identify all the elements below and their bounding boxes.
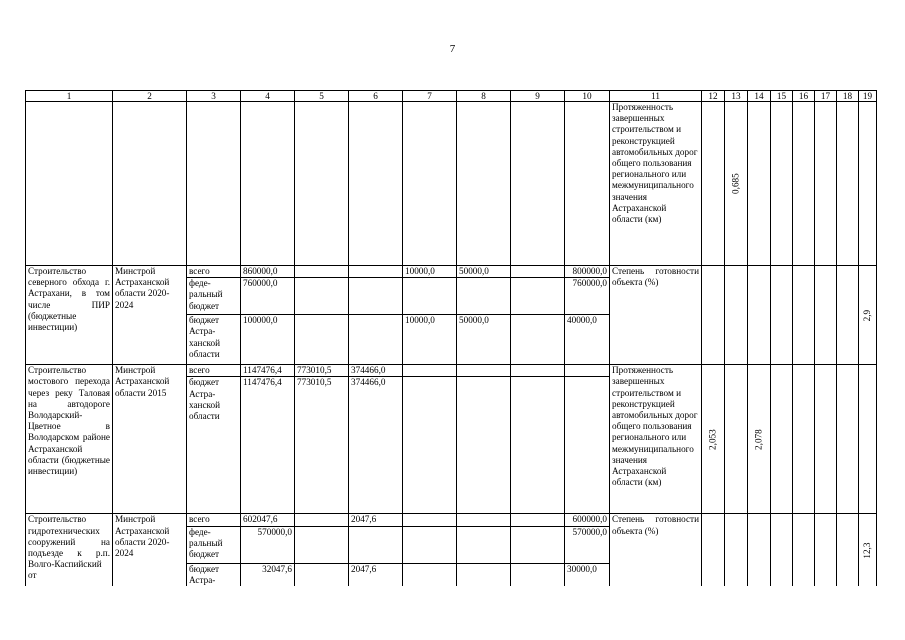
target-cell: [859, 102, 877, 266]
value-cell: [349, 278, 403, 315]
target-value: 2,078: [753, 428, 764, 450]
target-cell: [793, 514, 815, 586]
header-cell: 3: [187, 91, 241, 102]
value-cell: [511, 377, 565, 514]
value-cell: [349, 266, 403, 278]
header-cell: 15: [771, 91, 793, 102]
target-cell: [771, 266, 793, 365]
value-cell: [511, 315, 565, 365]
target-cell: [859, 365, 877, 514]
value-cell: [295, 526, 349, 563]
value-cell: 10000,0: [403, 315, 457, 365]
value-cell: [295, 514, 349, 526]
indicator-cell: Протяженность завершенных строительством и реконструкцией автомобильных дорог общего пользования регионального или межмуниципального значения Астраханской области (км): [610, 365, 702, 514]
value-cell: [403, 526, 457, 563]
target-cell: [725, 102, 748, 266]
value-cell: [403, 514, 457, 526]
indicator-cell: Степень готовности объекта (%): [610, 266, 702, 365]
target-cell: [725, 266, 748, 365]
target-cell: [815, 365, 837, 514]
value-cell: [565, 365, 610, 377]
value-cell: 374466,0: [349, 365, 403, 377]
value-cell: [511, 514, 565, 526]
target-cell: [859, 266, 877, 365]
value-cell: [349, 526, 403, 563]
source-cell: бюджет Астра-ханской области: [187, 377, 241, 514]
value-cell: 602047,6: [241, 514, 295, 526]
value-cell: [241, 102, 295, 266]
value-cell: 100000,0: [241, 315, 295, 365]
target-cell: [793, 102, 815, 266]
header-cell: 2: [113, 91, 187, 102]
executor-cell: Минстрой Астраханской области 2020-2024: [113, 266, 187, 365]
target-cell: [815, 266, 837, 365]
value-cell: [403, 278, 457, 315]
value-cell: [457, 526, 511, 563]
target-cell: [748, 514, 771, 586]
value-cell: 773010,5: [295, 365, 349, 377]
target-cell: [837, 514, 859, 586]
value-cell: 2047,6: [349, 563, 403, 586]
value-cell: [403, 377, 457, 514]
value-cell: [457, 278, 511, 315]
value-cell: 570000,0: [565, 526, 610, 563]
value-cell: [295, 266, 349, 278]
target-cell: [771, 365, 793, 514]
target-cell: [815, 102, 837, 266]
value-cell: [295, 563, 349, 586]
value-cell: 1147476,4: [241, 377, 295, 514]
value-cell: [457, 514, 511, 526]
table-row: [26, 266, 877, 278]
source-cell: всего: [187, 266, 241, 278]
target-value: 12,3: [861, 542, 872, 559]
value-cell: 600000,0: [565, 514, 610, 526]
header-cell: 17: [815, 91, 837, 102]
value-cell: 10000,0: [403, 266, 457, 278]
value-cell: [565, 102, 610, 266]
source-cell: бюджет Астра-ханской области: [187, 315, 241, 365]
page-number: 7: [449, 43, 456, 55]
indicator-cell: Протяженность завершенных строительством и реконструкцией автомобильных дорог общего пользования регионального или межмуниципального значения Астраханской области (км): [610, 102, 702, 266]
value-cell: [457, 377, 511, 514]
target-cell: [771, 102, 793, 266]
target-cell: [702, 514, 725, 586]
header-cell: 7: [403, 91, 457, 102]
value-cell: 2047,6: [349, 514, 403, 526]
source-cell: всего: [187, 365, 241, 377]
header-cell: 16: [793, 91, 815, 102]
target-cell: [793, 365, 815, 514]
value-cell: [295, 278, 349, 315]
header-cell: 8: [457, 91, 511, 102]
target-value: 2,9: [861, 309, 872, 321]
value-cell: 760000,0: [565, 278, 610, 315]
target-cell: [702, 102, 725, 266]
value-cell: 40000,0: [565, 315, 610, 365]
target-cell: [837, 102, 859, 266]
target-value: 2,053: [707, 428, 718, 450]
target-cell: [725, 365, 748, 514]
table-row: [26, 102, 877, 266]
project-name-cell: [26, 102, 113, 266]
target-cell: [837, 365, 859, 514]
header-cell: 1: [26, 91, 113, 102]
header-cell: 18: [837, 91, 859, 102]
target-cell: [748, 365, 771, 514]
value-cell: [511, 526, 565, 563]
value-cell: [295, 102, 349, 266]
project-name-cell: Строительство мостового перехода через реку Таловая на автодороге Володарский-Цветное в Володарском районе Астраханской области (бюджетные инвестиции): [26, 365, 113, 514]
value-cell: [457, 365, 511, 377]
source-cell: [187, 102, 241, 266]
target-cell: [859, 514, 877, 586]
target-value: 0,685: [730, 173, 741, 194]
executor-cell: [113, 102, 187, 266]
header-cell: 6: [349, 91, 403, 102]
program-table: [25, 90, 877, 586]
value-cell: 760000,0: [241, 278, 295, 315]
target-cell: [748, 102, 771, 266]
header-cell: 12: [702, 91, 725, 102]
target-cell: [771, 514, 793, 586]
target-cell: [793, 266, 815, 365]
value-cell: [511, 278, 565, 315]
header-cell: 14: [748, 91, 771, 102]
value-cell: [511, 102, 565, 266]
value-cell: [349, 102, 403, 266]
table-row: [26, 514, 877, 526]
header-cell: 19: [859, 91, 877, 102]
source-cell: феде-ральный бюджет: [187, 278, 241, 315]
value-cell: 570000,0: [241, 526, 295, 563]
target-cell: [748, 266, 771, 365]
source-cell: бюджет Астра-: [187, 563, 241, 586]
target-cell: [837, 266, 859, 365]
header-cell: 13: [725, 91, 748, 102]
source-cell: феде-ральный бюджет: [187, 526, 241, 563]
value-cell: 374466,0: [349, 377, 403, 514]
value-cell: [295, 315, 349, 365]
value-cell: [457, 563, 511, 586]
value-cell: [403, 563, 457, 586]
value-cell: 800000,0: [565, 266, 610, 278]
target-cell: [702, 365, 725, 514]
header-row: [26, 91, 877, 102]
value-cell: 50000,0: [457, 266, 511, 278]
value-cell: 773010,5: [295, 377, 349, 514]
project-name-cell: Строительство северного обхода г. Астрахани, в том числе ПИР (бюджетные инвестиции): [26, 266, 113, 365]
table-row: [26, 365, 877, 377]
value-cell: 32047,6: [241, 563, 295, 586]
value-cell: [565, 377, 610, 514]
value-cell: 860000,0: [241, 266, 295, 278]
header-cell: 11: [610, 91, 702, 102]
value-cell: 50000,0: [457, 315, 511, 365]
executor-cell: Минстрой Астраханской области 2020-2024: [113, 514, 187, 586]
value-cell: [511, 563, 565, 586]
target-cell: [725, 514, 748, 586]
value-cell: [349, 315, 403, 365]
value-cell: [403, 365, 457, 377]
target-cell: [815, 514, 837, 586]
value-cell: [511, 266, 565, 278]
header-cell: 9: [511, 91, 565, 102]
value-cell: 30000,0: [565, 563, 610, 586]
value-cell: [403, 102, 457, 266]
target-cell: [702, 266, 725, 365]
source-cell: всего: [187, 514, 241, 526]
project-name-cell: Строительство гидротехнических сооружений на подъезде к р.п. Волго-Каспийский от: [26, 514, 113, 586]
header-cell: 5: [295, 91, 349, 102]
value-cell: [511, 365, 565, 377]
value-cell: [457, 102, 511, 266]
value-cell: 1147476,4: [241, 365, 295, 377]
header-cell: 10: [565, 91, 610, 102]
executor-cell: Минстрой Астраханской области 2015: [113, 365, 187, 514]
header-cell: 4: [241, 91, 295, 102]
indicator-cell: Степень готовности объекта (%): [610, 514, 702, 586]
